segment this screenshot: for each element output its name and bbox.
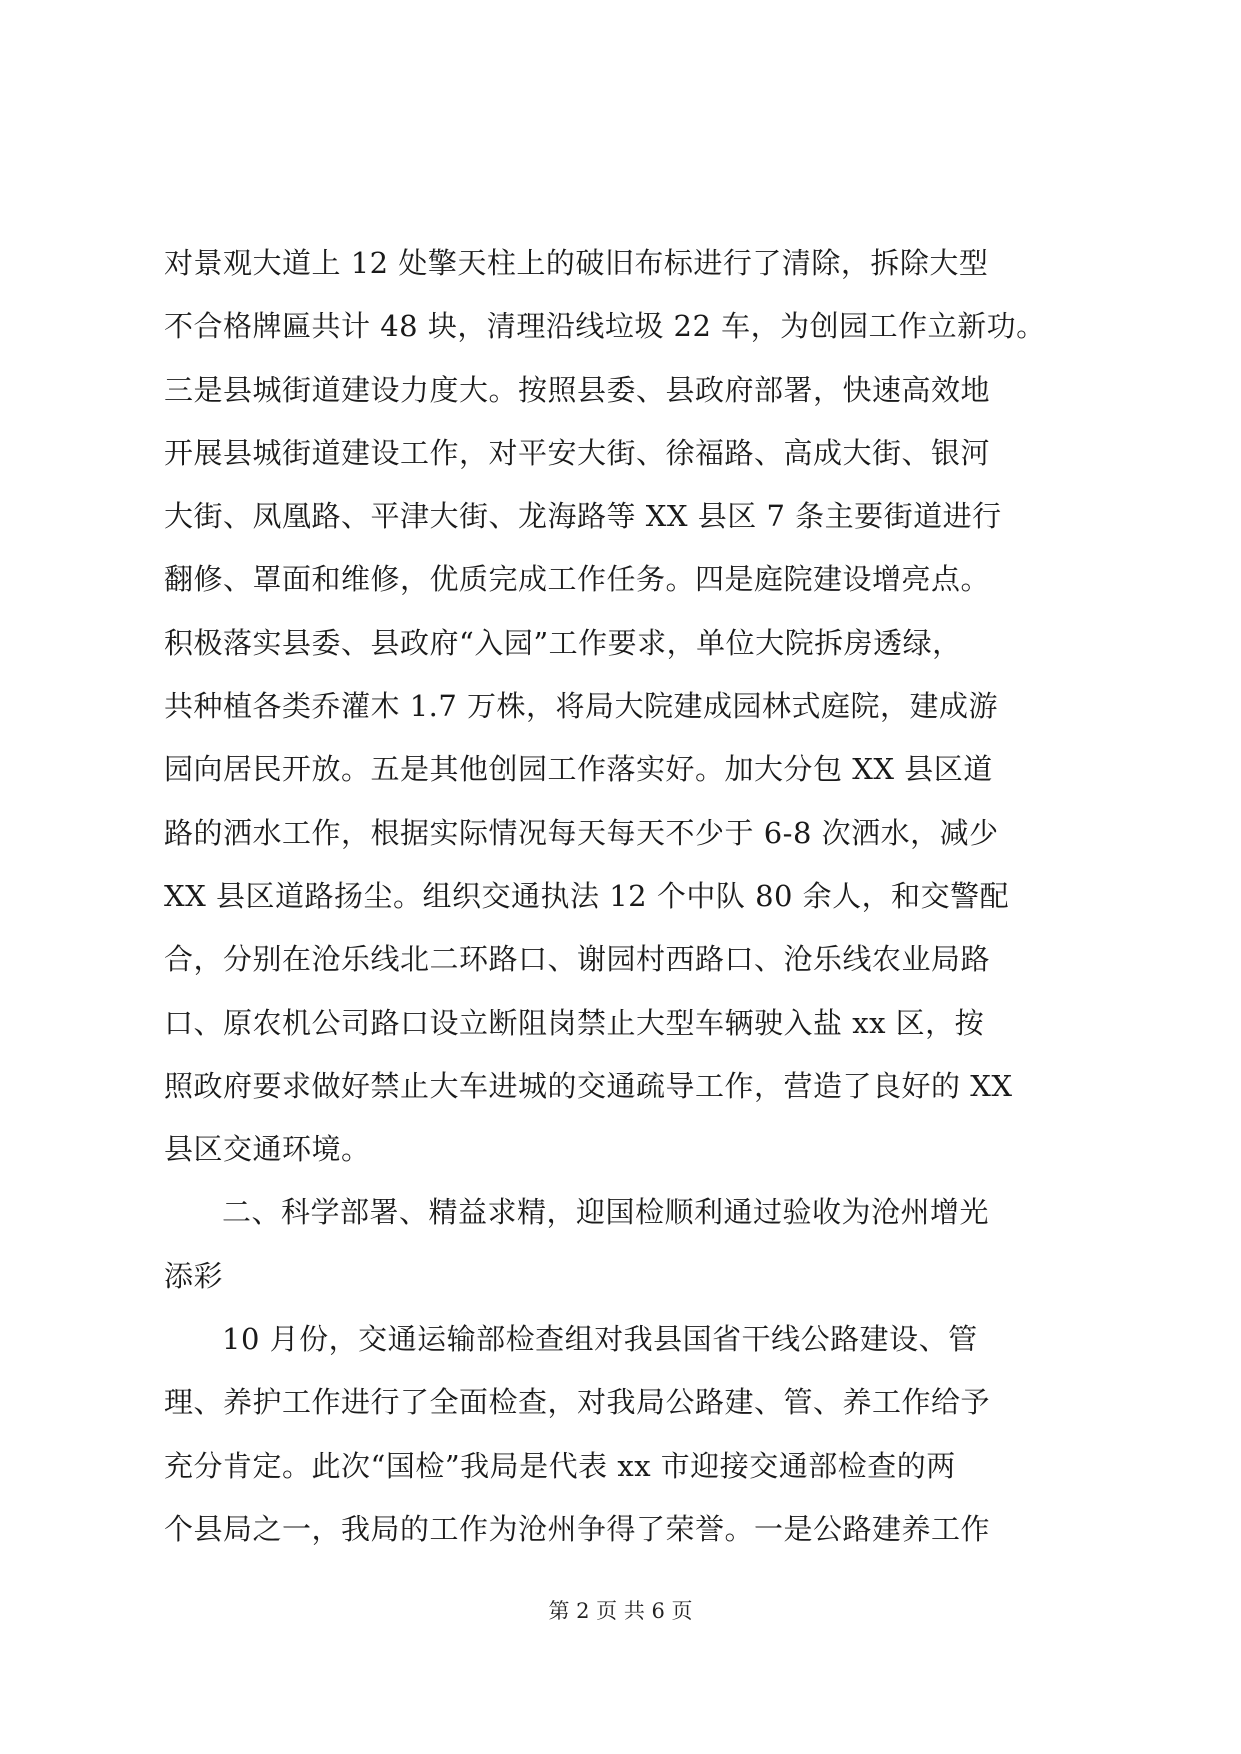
text-line: 共种植各类乔灌木 1.7 万株，将局大院建成园林式庭院，建成游 (164, 689, 999, 724)
text-line: 10 月份，交通运输部检查组对我县国省干线公路建设、管 (222, 1322, 978, 1357)
text-line: 合，分别在沧乐线北二环路口、谢园村西路口、沧乐线农业局路 (164, 942, 991, 977)
page-footer (0, 1598, 1241, 1624)
text-line: 开展县城街道建设工作，对平安大街、徐福路、高成大街、银河 (164, 435, 991, 470)
paragraph-2 (164, 1308, 1084, 1561)
text-line: 口、原农机公司路口设立断阻岗禁止大型车辆驶入盐 xx 区，按 (164, 1005, 985, 1040)
text-line: 县区交通环境。 (164, 1132, 371, 1167)
text-line: 路的洒水工作，根据实际情况每天每天不少于 6-8 次洒水，减少 (164, 815, 999, 850)
page-number-label: 第 2 页 共 6 页 (548, 1599, 693, 1623)
section-heading-2 (164, 1181, 1084, 1308)
paragraph-1 (164, 232, 1084, 1181)
text-line: 翻修、罩面和维修，优质完成工作任务。四是庭院建设增亮点。 (164, 562, 991, 597)
text-line: 积极落实县委、县政府“入园”工作要求，单位大院拆房透绿， (164, 625, 962, 660)
text-line: 三是县城街道建设力度大。按照县委、县政府部署，快速高效地 (164, 372, 991, 407)
text-line: XX 县区道路扬尘。组织交通执法 12 个中队 80 余人，和交警配 (164, 878, 1010, 913)
text-line: 对景观大道上 12 处擎天柱上的破旧布标进行了清除，拆除大型 (164, 246, 989, 280)
text-line: 照政府要求做好禁止大车进城的交通疏导工作，营造了良好的 XX (164, 1068, 1013, 1103)
text-line: 不合格牌匾共计 48 块，清理沿线垃圾 22 车，为创园工作立新功。 (164, 309, 1046, 344)
text-line: 充分肯定。此次“国检”我局是代表 xx 市迎接交通部检查的两 (164, 1448, 956, 1483)
heading-line: 二、科学部署、精益求精，迎国检顺利通过验收为沧州增光 (222, 1195, 990, 1230)
text-line: 大街、凤凰路、平津大街、龙海路等 XX 县区 7 条主要街道进行 (164, 499, 1002, 534)
text-line: 园向居民开放。五是其他创园工作落实好。加大分包 XX 县区道 (164, 752, 993, 787)
text-line: 个县局之一，我局的工作为沧州争得了荣誉。一是公路建养工作 (164, 1511, 991, 1546)
heading-line: 添彩 (164, 1258, 224, 1293)
text-line: 理、养护工作进行了全面检查，对我局公路建、管、养工作给予 (164, 1385, 991, 1420)
body-text (164, 232, 1084, 1561)
